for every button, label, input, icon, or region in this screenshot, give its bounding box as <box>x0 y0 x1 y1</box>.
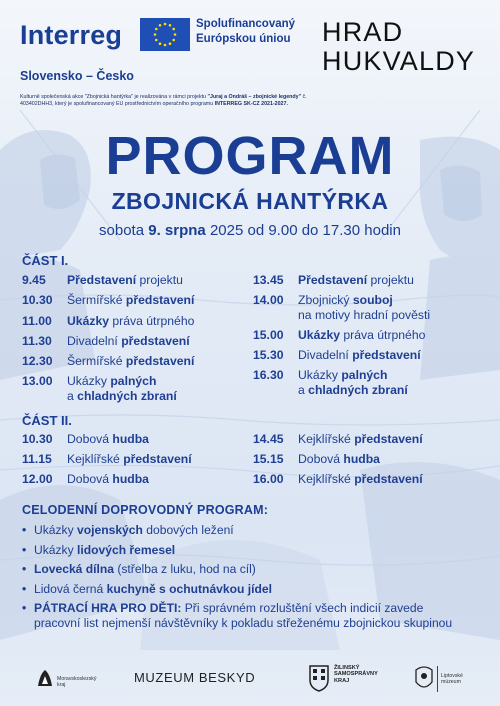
schedule-description: Divadelní představení <box>67 334 190 348</box>
list-item: • Lidová černá kuchyně s ochutnávkou jídel <box>22 582 462 597</box>
castle-line-2: HUKVALDY <box>322 46 476 76</box>
program-subtitle: ZBOJNICKÁ HANTÝRKA <box>111 188 389 214</box>
schedule-time: 14.00 <box>253 293 284 307</box>
schedule-description: Dobová hudba <box>67 472 149 486</box>
interreg-logo: Interreg <box>20 20 123 50</box>
moravskoslezsky-kraj-label: Moravskoslezský kraj <box>57 676 97 688</box>
schedule-time: 12.30 <box>22 354 53 368</box>
partner-logos <box>0 660 500 700</box>
schedule-description: Ukázky palných a chladných zbraní <box>298 368 408 397</box>
list-item: • Ukázky vojenských dobových ležení <box>22 523 462 538</box>
disclaimer-project-name: "Juraj a Ondráš – zbojnické legendy" <box>207 94 302 100</box>
accompanying-program-list <box>22 523 462 635</box>
schedule-description: Ukázky práva útrpného <box>298 328 426 342</box>
date-suffix: 2025 od 9.00 do 17.30 hodin <box>205 222 401 239</box>
schedule-description: Kejklířské představení <box>298 432 423 446</box>
schedule-description: Zbojnický souboj na motivy hradní pověsti <box>298 293 431 322</box>
schedule-description: Dobová hudba <box>67 432 149 446</box>
eu-line-2: Európskou úniou <box>196 32 291 45</box>
date-day: 9. srpna <box>148 222 206 239</box>
schedule-time: 16.00 <box>253 472 284 486</box>
schedule-description: Šermířské představení <box>67 293 195 307</box>
schedule-time: 13.45 <box>253 273 284 287</box>
list-item: • PÁTRACÍ HRA PRO DĚTI: Při správném rozluštění všech indicií zavede pracovní list nejmenší návštěvníky k pokladu střeženému zbojnickou skupinou <box>22 601 462 630</box>
schedule-description: Šermířské představení <box>67 354 195 368</box>
schedule-description: Představení projektu <box>298 273 414 287</box>
schedule-time: 12.00 <box>22 472 53 486</box>
schedule-time: 16.30 <box>253 368 284 382</box>
program-date <box>0 222 500 239</box>
funding-disclaimer <box>20 94 310 108</box>
liptovske-muzeum-label: Liptovské múzeum <box>441 673 463 685</box>
part-2-title: ČÁST II. <box>22 413 72 428</box>
schedule-time: 11.00 <box>22 314 52 328</box>
schedule-description: Kejklířské představení <box>67 452 192 466</box>
program-title: PROGRAM <box>105 126 395 186</box>
zilinsky-kraj-coat-of-arms-icon <box>308 664 330 692</box>
disclaimer-text-1: Kulturně společenská akce "Zbojnická hantýrka" je realizována v rámci projektu <box>20 94 208 100</box>
castle-logo <box>322 18 475 76</box>
schedule-time: 9.45 <box>22 273 46 287</box>
schedule-time: 11.15 <box>22 452 52 466</box>
schedule-time: 15.00 <box>253 328 284 342</box>
zilinsky-kraj-label: ŽILINSKÝ SAMOSPRÁVNY KRAJ <box>334 665 378 684</box>
schedule-description: Ukázky palných a chladných zbraní <box>67 374 177 403</box>
moravskoslezsky-kraj-logo-icon <box>36 668 54 690</box>
schedule-time: 10.30 <box>22 432 53 446</box>
disclaimer-text-2: č. 403402DHH3, který je spolufinancovaný EU prostřednictvím operačního programu <box>20 94 307 107</box>
schedule-time: 15.30 <box>253 348 284 362</box>
muzeum-beskyd-logo: MUZEUM BESKYD <box>134 670 256 685</box>
schedule-time: 14.45 <box>253 432 284 446</box>
date-prefix: sobota <box>99 222 149 239</box>
schedule-time: 15.15 <box>253 452 284 466</box>
region-label: Slovensko – Česko <box>20 69 134 83</box>
schedule-description: Kejklířské představení <box>298 472 423 486</box>
liptovske-muzeum-emblem-icon <box>414 664 434 692</box>
eu-line-1: Spolufinancovaný <box>196 18 296 30</box>
schedule-description: Divadelní představení <box>298 348 421 362</box>
schedule-time: 11.30 <box>22 334 52 348</box>
logo-divider <box>437 666 438 692</box>
accompanying-program-title: CELODENNÍ DOPROVODNÝ PROGRAM: <box>22 503 269 517</box>
eu-flag-icon <box>140 18 190 51</box>
eu-cofinancing-label <box>196 17 295 46</box>
part-1-title: ČÁST I. <box>22 253 69 268</box>
schedule-time: 13.00 <box>22 374 53 388</box>
castle-line-1: HRAD <box>322 17 404 47</box>
schedule-description: Ukázky práva útrpného <box>67 314 195 328</box>
disclaimer-program: INTERREG SK-CZ 2021-2027. <box>214 101 288 107</box>
list-item: • Lovecká dílna (střelba z luku, hod na cíl) <box>22 562 462 577</box>
list-item: • Ukázky lidových řemesel <box>22 543 462 558</box>
schedule-time: 10.30 <box>22 293 53 307</box>
schedule-description: Představení projektu <box>67 273 183 287</box>
schedule-description: Dobová hudba <box>298 452 380 466</box>
